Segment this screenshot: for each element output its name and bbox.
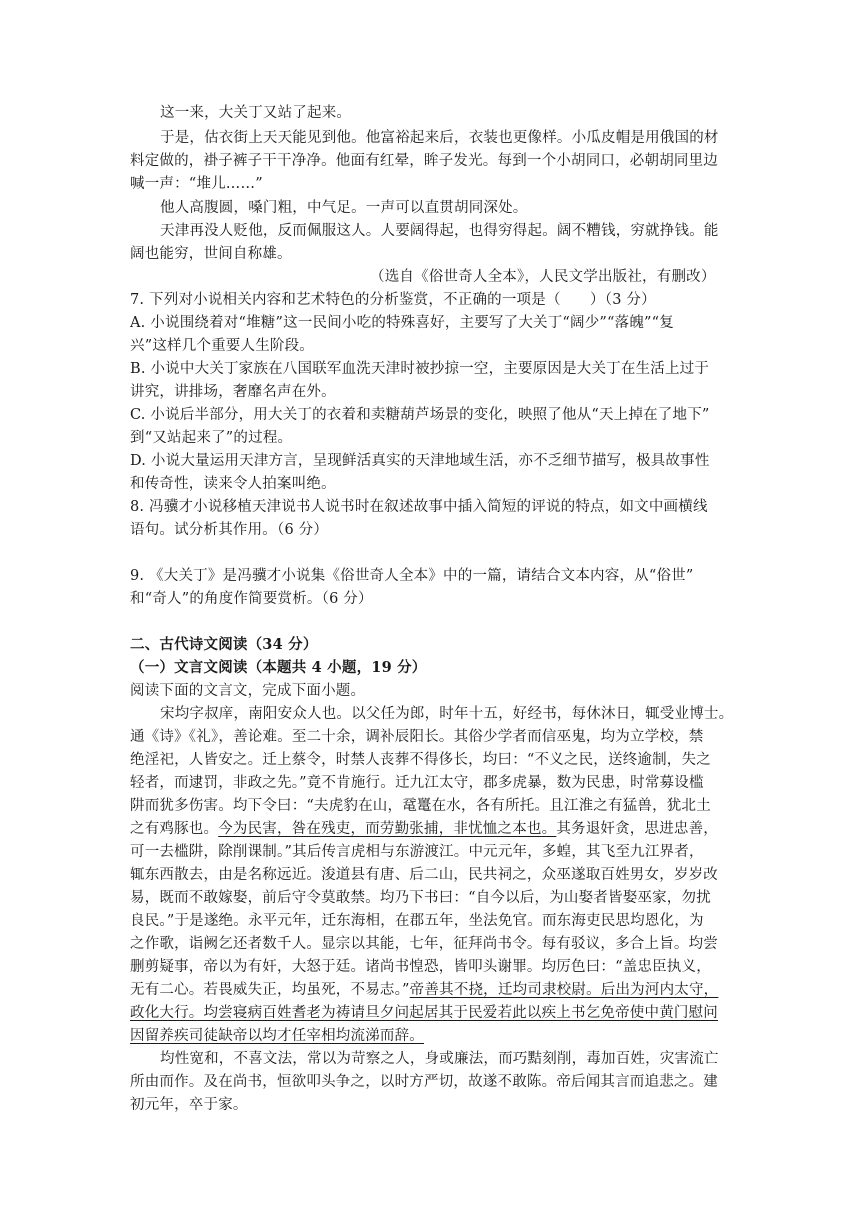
passage-line: 料定做的，褂子裤子干干净净。他面有红晕，眸子发光。每到一个小胡同口，必朝胡同里边 [130,153,718,169]
classical-line: 宋均字叔庠，南阳安众人也。以父任为郎，时年十五，好经书，每休沐日，辄受业博士。 [160,706,734,722]
classical-text: 之有鸡豚也。 [130,821,219,837]
passage-line: 天津再没人贬他，反而佩服这人。人要阔得起，也得穷得起。阔不糟钱，穷就挣钱。能 [160,223,719,239]
classical-line: 均性宽和，不喜文法，常以为苛察之人，身或廉法，而巧黠刻削，毒加百姓，灾害流亡 [160,1051,719,1067]
section-title: 二、古代诗文阅读（34 分） [130,636,318,653]
question-8: 8. 冯骥才小说移植天津说书人说书时在叙述故事中插入简短的评说的特点，如文中画横线 [130,499,708,515]
classical-line: 可一去槛阱，除削课制。”其后传言虎相与东游渡江。中元元年，多蝗，其飞至九江界者， [130,844,704,860]
classical-line: 绝淫祀，人皆安之。迁上蔡令，时禁人丧葬不得侈长，均曰：“不义之民，送终逾制，失之 [130,752,711,768]
question-7: 7. 下列对小说相关内容和艺术特色的分析鉴赏，不正确的一项是（ ）（3 分） [130,292,656,308]
classical-line: 阱而犹多伤害。均下令曰：“夫虎豹在山，鼋鼍在水，各有所托。且江淮之有猛兽，犹北土 [130,798,711,814]
classical-text: 无有二心。若畏威失正，均虽死，不易志。” [130,982,410,998]
classical-line: 通《诗》《礼》，善论难。至二十余，调补辰阳长。其俗少学者而信巫鬼，均为立学校，禁 [130,729,704,745]
option-a-cont: 兴”这样几个重要人生阶段。 [130,338,315,354]
classical-line: 所由而作。及在尚书，恒欲叩头争之，以时方严切，故遂不敢陈。帝后闻其言而追悲之。建 [130,1074,718,1090]
passage-line: 他人高腹圆，嗓门粗，中气足。一声可以直贯胡同深处。 [160,200,528,216]
classical-line: 良民。”于是遂绝。永平元年，迁东海相，在郡五年，坐法免官。而东海吏民思均恩化，为 [130,913,704,929]
passage-line: 喊一声：“堆儿……” [130,176,263,192]
classical-line: 轻者，而逮罚，非政之先。”竟不肯施行。迁九江太守，郡多虎暴，数为民患，时常募设槛 [130,775,704,791]
unpunctuated-passage: 因留养疾司徒缺帝以均才任宰相均流涕而辞。 [130,1028,424,1044]
classical-line-with-underline [130,1002,730,1024]
question-8-cont: 语句。试分析其作用。（6 分） [130,522,329,538]
source-note: （选自《俗世奇人全本》，人民文学出版社，有删改） [370,269,716,285]
option-c-cont: 到“又站起来了”的过程。 [130,430,293,446]
classical-line: 删剪疑事，帝以为有奸，大怒于廷。诸尚书惶恐，皆叩头谢罪。均厉色曰：“盖忠臣执义， [130,959,711,975]
classical-line: 初元年，卒于家。 [130,1097,248,1113]
question-9: 9. 《大关丁》是冯骥才小说集《俗世奇人全本》中的一篇，请结合文本内容，从“俗世” [130,568,694,584]
section-instruction: 阅读下面的文言文，完成下面小题。 [130,683,366,699]
underlined-sentence: 政化大行。 [130,1005,204,1021]
classical-line: 之作歌，诣阙乞还者数千人。显宗以其能，七年，征拜尚书令。每有驳议，多合上旨。均尝 [130,936,718,952]
option-a: A. 小说围绕着对“堆糖”这一民间小吃的特殊喜好，主要写了大关丁“阔少”“落魄”“复 [130,315,674,331]
passage-line: 这一来，大关丁又站了起来。 [160,105,352,121]
option-d: D. 小说大量运用天津方言，呈现鲜活真实的天津地域生活，亦不乏细节描写，极具故事性 [130,453,710,469]
underlined-sentence: 帝善其不挠，迁均司隶校尉。后出为河内太守， [409,982,719,998]
passage-line: 阔也能穷，世间自称雄。 [130,246,292,262]
option-b: B. 小说中大关丁家族在八国联军血洗天津时被抄掠一空，主要原因是大关丁在生活上过于 [130,361,710,377]
section-subtitle: （一）文言文阅读（本题共 4 小题，19 分） [130,659,427,676]
classical-line: 易，既而不敢嫁娶，前后守令莫敢禁。均乃下书曰：“自今以后，为山娶者皆娶巫家，勿扰 [130,890,711,906]
classical-line-with-underline [130,1025,730,1047]
classical-line-with-underline [130,979,730,1001]
passage-line: 于是，估衣街上天天能见到他。他富裕起来后，衣装也更像样。小瓜皮帽是用俄国的材 [160,130,719,146]
option-d-cont: 和传奇性，读来令人拍案叫绝。 [130,476,336,492]
classical-line: 辄东西散去，由是名称远近。浚道县有唐、后二山，民共祠之，众巫遂取百姓男女，岁岁改 [130,867,718,883]
classical-text: 其务退奸贪，思进忠善， [556,821,719,837]
question-9-cont: 和“奇人”的角度作简要赏析。（6 分） [130,591,373,607]
option-c: C. 小说后半部分，用大关丁的衣着和卖糖葫芦场景的变化，映照了他从“天上掉在了地下” [130,407,710,423]
option-b-cont: 讲究，讲排场，奢靡名声在外。 [130,384,336,400]
unpunctuated-passage: 均尝寝病百姓耆老为祷请旦夕问起居其于民爱若此以疾上书乞免帝使中黄门慰问 [203,1005,718,1021]
underlined-sentence: 今为民害，咎在残吏，而劳勤张捕，非忧恤之本也。 [218,821,557,837]
classical-line-with-underline [130,818,730,840]
